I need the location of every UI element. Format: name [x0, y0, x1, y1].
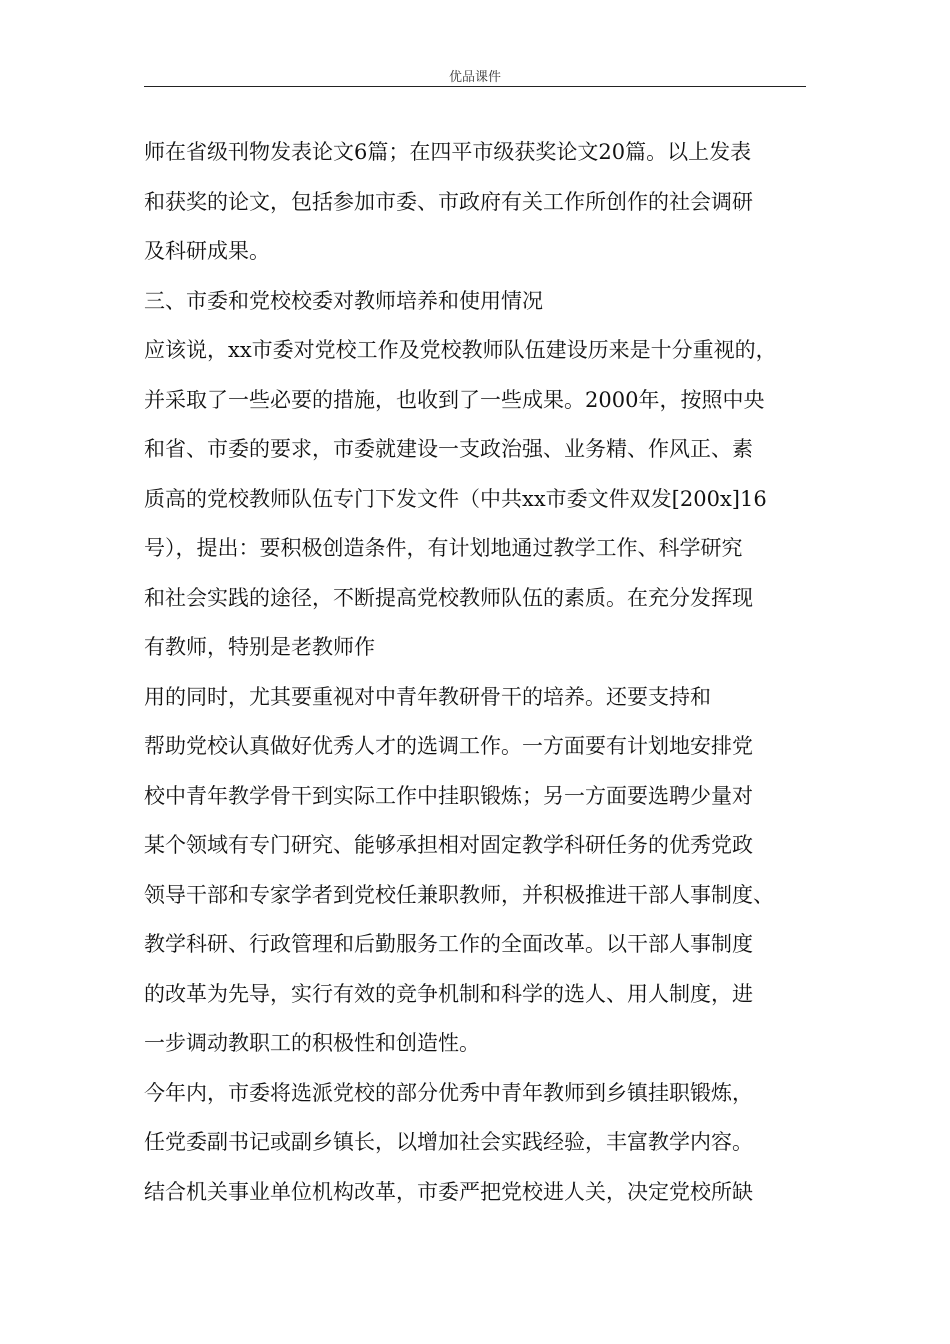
body-line: 和社会实践的途径，不断提高党校教师队伍的素质。在充分发挥现 [144, 585, 753, 610]
body-line: 的改革为先导，实行有效的竞争机制和科学的选人、用人制度，进 [144, 981, 753, 1006]
header-title: 优品课件 [448, 70, 501, 85]
body-line: 师在省级刊物发表论文6篇；在四平市级获奖论文20篇。以上发表 [144, 140, 752, 164]
body-line: 应该说，xx市委对党校工作及党校教师队伍建设历来是十分重视的， [144, 338, 777, 362]
body-line: 并采取了一些必要的措施，也收到了一些成果。2000年，按照中央 [144, 387, 765, 412]
body-line: 校中青年教学骨干到实际工作中挂职锻炼；另一方面要选聘少量对 [144, 783, 753, 808]
body-line: 及科研成果。 [144, 239, 270, 263]
body-line: 有教师，特别是老教师作 [144, 635, 375, 659]
body-line: 质高的党校教师队伍专门下发文件（中共xx市委文件双发[200x]16 [144, 486, 767, 511]
body-line: 今年内，市委将选派党校的部分优秀中青年教师到乡镇挂职锻炼， [144, 1080, 753, 1105]
body-line: 和省、市委的要求，市委就建设一支政治强、业务精、作风正、素 [144, 437, 753, 461]
body-line: 领导干部和专家学者到党校任兼职教师，并积极推进干部人事制度、 [144, 882, 774, 907]
body-line: 结合机关事业单位机构改革，市委严把党校进人关，决定党校所缺 [144, 1179, 753, 1204]
body-line: 任党委副书记或副乡镇长，以增加社会实践经验，丰富教学内容。 [144, 1130, 753, 1154]
page-header [144, 66, 806, 87]
body-line: 和获奖的论文，包括参加市委、市政府有关工作所创作的社会调研 [144, 189, 753, 214]
document-body [144, 128, 809, 1217]
body-line: 号），提出：要积极创造条件，有计划地通过教学工作、科学研究 [144, 536, 743, 560]
body-line: 用的同时，尤其要重视对中青年教研骨干的培养。还要支持和 [144, 684, 711, 709]
body-line: 一步调动教职工的积极性和创造性。 [144, 1031, 480, 1055]
body-line: 教学科研、行政管理和后勤服务工作的全面改革。以干部人事制度 [144, 932, 753, 956]
body-line: 某个领域有专门研究、能够承担相对固定教学科研任务的优秀党政 [144, 833, 753, 857]
body-line: 帮助党校认真做好优秀人才的选调工作。一方面要有计划地安排党 [144, 734, 753, 758]
section-heading: 三、市委和党校校委对教师培养和使用情况 [144, 288, 543, 313]
